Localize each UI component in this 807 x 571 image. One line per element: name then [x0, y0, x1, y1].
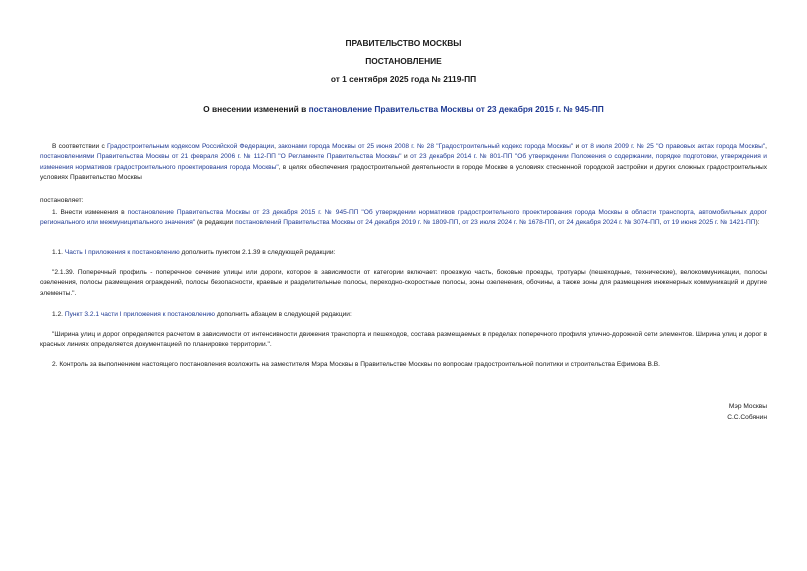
link-part-1-appendix[interactable]: Часть I приложения к постановлению: [64, 249, 180, 256]
item1-2-text-2: дополнить абзацем в следующей редакции:: [214, 311, 352, 318]
link-moscow-law-25[interactable]: от 8 июля 2009 г. № 25 "О правовых актах города Москвы": [581, 143, 766, 150]
title-link[interactable]: постановление Правительства Москвы от 23 декабря 2015 г. № 945-ПП: [308, 104, 604, 114]
item1-text-1: 1. Внести изменения в: [52, 209, 128, 216]
item1-text-6: ):: [755, 219, 760, 227]
item-2: 2. Контроль за выполнением настоящего постановления возложить на заместителя Мэра Москвы в Правительстве Москвы по вопросам градостроительной политики и строительства Ефимова В.В.: [52, 361, 661, 368]
item1-2-text-1: 1.2.: [52, 311, 65, 318]
preamble-text-2: ,: [274, 143, 279, 150]
title-prefix: О внесении изменений в: [203, 104, 309, 114]
link-moscow-law-28[interactable]: законами города Москвы от 25 июня 2008 г. № 28 "Градостроительный кодекс города Москвы": [278, 143, 574, 150]
preamble-text-3: и: [573, 143, 582, 150]
item-1: [40, 208, 767, 229]
document-title: [0, 104, 807, 114]
quote-2-1-39: "2.1.39. Поперечный профиль - поперечное сечение улицы или дороги, которое в зависимости от категории включает: проезжую часть, боковые проезды, тротуары (пешеходные, технические), велокоммуникации, полосы озеленения, полосы размещения ограждений, полосы безопасности, краевые и разделительные полосы, переходно-скоростные полосы, зоны озеленения, обочины, а также зоны для размещения инженерных коммуникаций и другие элементы.".: [40, 269, 767, 297]
doc-type: ПОСТАНОВЛЕНИЕ: [365, 56, 442, 66]
link-grad-code-rf[interactable]: Градостроительным кодексом Российской Федерации: [106, 143, 275, 150]
link-decree-1809[interactable]: постановлений Правительства Москвы от 24 декабря 2019 г. № 1809-ПП: [235, 219, 459, 227]
link-decree-3074[interactable]: от 24 декабря 2024 г. № 3074-ПП: [558, 219, 660, 227]
signature-name: С.С.Собянин: [727, 414, 767, 421]
item1-text-2: (в редакции: [195, 219, 236, 227]
link-decree-801[interactable]: от 23 декабря 2014 г. № 801-ПП "Об утверждении Положения о содержании, порядке подготовки, утверждения и изменения нормативов градостроительного проектирования города Москвы": [40, 153, 767, 171]
link-decree-945[interactable]: постановление Правительства Москвы от 23 декабря 2015 г. № 945-ПП "Об утверждении нормативов градостроительного проектирования города Москвы в области транспорта, автомобильных дорог регионального или межмуниципального значения": [40, 209, 767, 227]
item1-1-text-1: 1.1.: [52, 249, 65, 256]
preamble-text-4: ,: [765, 143, 768, 150]
org-name: ПРАВИТЕЛЬСТВО МОСКВЫ: [345, 38, 462, 48]
link-clause-3-2-1[interactable]: Пункт 3.2.1 части I приложения к постановлению: [64, 311, 215, 318]
item-1-1: [40, 248, 767, 258]
link-decree-1678[interactable]: от 23 июля 2024 г. № 1678-ПП: [462, 219, 555, 227]
quote-width: "Ширина улиц и дорог определяется расчетом в зависимости от интенсивности движения транспорта и пешеходов, состава размещаемых в пределах поперечного профиля улично-дорожной сети элементов. Ширина улиц и дорог в красных линиях определяется документацией по планировке территории.".: [40, 331, 767, 349]
preamble: [40, 142, 767, 184]
item1-text-4: ,: [554, 219, 559, 227]
preamble-text-6: , в целях обеспечения градостроительной деятельности в городе Москве в условиях стесненной городской застройки и других сложных градостроительных условиях Правительство Москвы: [40, 163, 768, 182]
signature-position: Мэр Москвы: [728, 403, 767, 410]
link-decree-1421[interactable]: от 19 июня 2025 г. № 1421-ПП: [663, 219, 756, 227]
preamble-text-5: и: [401, 153, 411, 161]
date-number: от 1 сентября 2025 года № 2119-ПП: [330, 74, 477, 84]
link-decree-112[interactable]: постановлениями Правительства Москвы от 21 февраля 2006 г. № 112-ПП "О Регламенте Правительства Москвы": [40, 153, 402, 161]
decree-word: постановляет:: [40, 197, 84, 204]
item-1-2: [40, 310, 767, 320]
preamble-text-1: В соответствии с: [52, 143, 107, 150]
item1-1-text-2: дополнить пунктом 2.1.39 в следующей редакции:: [179, 249, 336, 256]
item1-text-3: ,: [458, 219, 463, 227]
item1-text-5: ,: [659, 219, 664, 227]
